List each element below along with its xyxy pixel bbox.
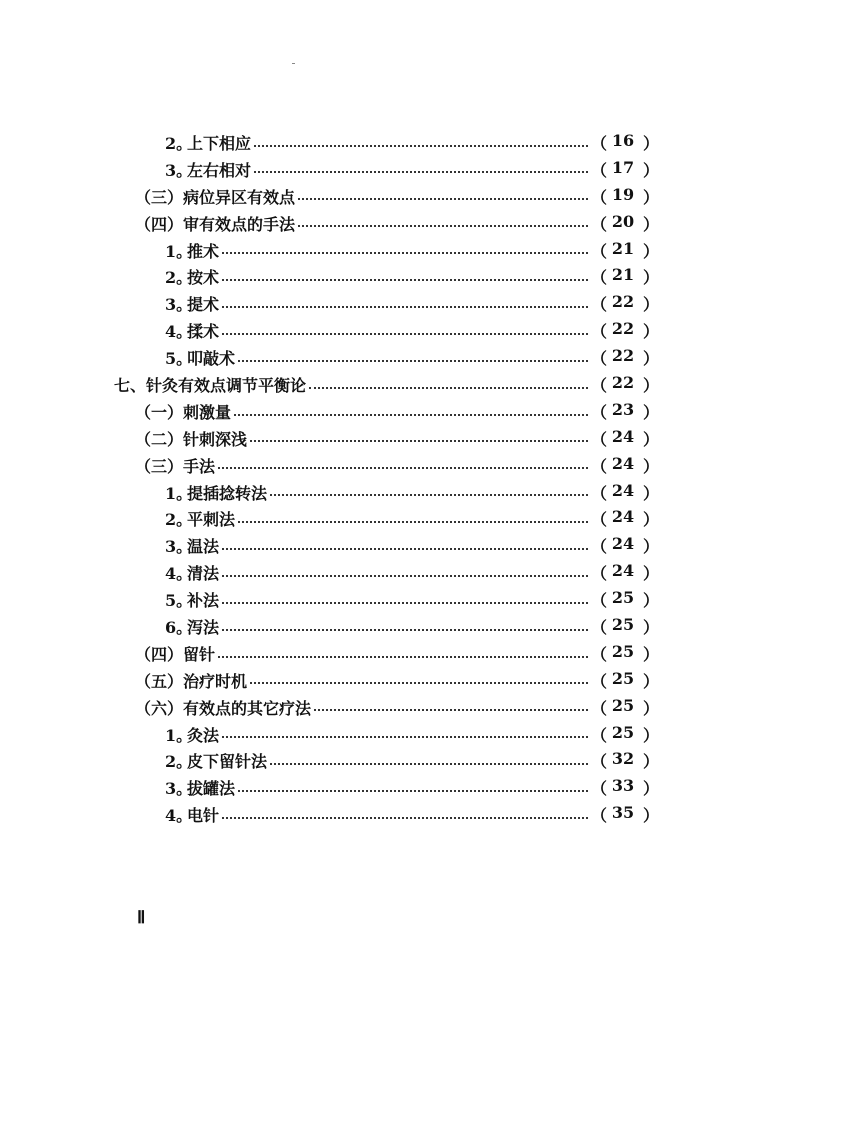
toc-row [0,452,866,479]
open-paren: （ [591,187,608,207]
toc-entry [165,561,219,584]
toc-title: 留针 [183,644,216,664]
toc-row [0,667,866,694]
toc-dot-leader [222,548,588,550]
toc-title: 手法 [183,456,216,476]
toc-dot-leader [254,171,588,173]
table-of-contents [0,129,866,828]
toc-entry [165,265,219,288]
open-paren: （ [591,402,608,422]
toc-title: 提术 [187,295,220,315]
toc-page-number: 25 [611,722,635,742]
toc-entry [135,400,231,423]
toc-page-ref [591,480,660,504]
open-paren: （ [591,644,608,664]
toc-title: 针刺深浅 [183,429,248,449]
toc-page-number: 23 [611,399,635,419]
close-paren: ） [643,752,660,772]
toc-entry [135,427,247,450]
close-paren: ） [643,429,660,449]
toc-page-ref [591,346,660,369]
toc-entry [165,776,235,799]
close-paren: ） [643,456,660,476]
toc-row [0,613,866,640]
toc-row [0,371,866,398]
toc-number: 4。 [165,564,193,584]
toc-page-number: 22 [611,292,635,312]
toc-page-number: 20 [611,211,635,231]
toc-page-ref [591,641,660,665]
toc-entry [165,803,219,826]
toc-page-ref [591,776,660,799]
toc-page-ref [591,319,660,342]
toc-number: 4。 [165,806,193,826]
toc-page-number: 21 [611,238,635,258]
toc-number: （六） [135,698,184,718]
toc-number: 2。 [165,268,193,288]
toc-number: 1。 [165,483,193,503]
toc-row [0,290,866,317]
toc-dot-leader [298,198,588,200]
toc-page-ref [591,130,660,154]
open-paren: （ [591,698,608,718]
toc-page-number: 24 [611,534,635,554]
toc-title: 清法 [187,564,220,584]
toc-row [0,479,866,506]
toc-number: （五） [135,671,184,691]
toc-page-number: 25 [611,588,635,608]
toc-page-number: 22 [611,372,635,392]
toc-page-ref [591,372,660,396]
toc-entry [165,481,267,504]
toc-dot-leader [238,790,588,792]
toc-page-ref [591,588,660,611]
close-paren: ） [643,617,660,637]
toc-row [0,317,866,344]
close-paren: ） [643,268,660,288]
toc-row [0,721,866,748]
toc-page-ref [591,614,660,638]
toc-page-number: 35 [611,803,635,823]
open-paren: （ [591,671,608,691]
open-paren: （ [591,133,608,153]
open-paren: （ [591,725,608,745]
toc-number: 3。 [165,295,193,315]
toc-page-ref [591,292,660,315]
toc-page-number: 24 [611,426,635,446]
open-paren: （ [591,779,608,799]
close-paren: ） [643,375,660,395]
toc-dot-leader [222,279,588,281]
close-paren: ） [643,349,660,369]
toc-entry [165,346,235,369]
toc-page-ref [591,803,660,826]
toc-title: 补法 [187,591,220,611]
toc-number: 4。 [165,322,193,342]
toc-title: 皮下留针法 [187,752,268,772]
close-paren: ） [643,779,660,799]
toc-entry [135,212,295,235]
toc-dot-leader [222,629,588,631]
close-paren: ） [643,510,660,530]
close-paren: ） [643,537,660,557]
toc-dot-leader [314,709,588,711]
toc-page-number: 17 [611,157,635,177]
toc-dot-leader [309,387,588,389]
toc-row [0,425,866,452]
toc-number: 2。 [165,752,193,772]
open-paren: （ [591,564,608,584]
open-paren: （ [591,429,608,449]
toc-row [0,183,866,210]
toc-row [0,747,866,774]
toc-entry [165,292,219,315]
toc-title: 泻法 [187,617,220,637]
toc-number: 3。 [165,537,193,557]
toc-page-number: 24 [611,561,635,581]
toc-page-number: 19 [611,184,635,204]
toc-page-number: 22 [611,346,635,366]
toc-page-ref [591,184,660,208]
toc-title: 温法 [187,537,220,557]
toc-title: 揉术 [187,322,220,342]
close-paren: ） [643,214,660,234]
close-paren: ） [643,295,660,315]
toc-dot-leader [222,602,588,604]
toc-number: （二） [135,429,184,449]
toc-page-number: 25 [611,614,635,634]
toc-page-number: 24 [611,453,635,473]
toc-page-number: 22 [611,319,635,339]
close-paren: ） [643,160,660,180]
open-paren: （ [591,456,608,476]
open-paren: （ [591,349,608,369]
toc-page-number: 33 [611,776,635,796]
open-paren: （ [591,160,608,180]
close-paren: ） [643,483,660,503]
toc-number: （四） [135,214,184,234]
toc-number: 5。 [165,591,193,611]
toc-title: 有效点的其它疗法 [183,698,312,718]
toc-entry [165,588,219,611]
toc-number: 1。 [165,241,193,261]
close-paren: ） [643,806,660,826]
toc-entry [135,669,247,692]
toc-page-number: 24 [611,507,635,527]
toc-entry [114,373,306,396]
toc-page-ref [591,668,660,692]
toc-dot-leader [222,306,588,308]
toc-title: 灸法 [187,725,220,745]
toc-entry [135,185,295,208]
close-paren: ） [643,133,660,153]
toc-row [0,586,866,613]
toc-dot-leader [222,817,588,819]
toc-title: 按术 [187,268,220,288]
toc-number: 6。 [165,617,193,637]
toc-page-ref [591,399,660,423]
scan-speck [292,63,295,64]
toc-dot-leader [270,494,588,496]
toc-entry [135,454,215,477]
toc-entry [135,696,311,719]
toc-entry [165,319,219,342]
close-paren: ） [643,644,660,664]
toc-dot-leader [222,252,588,254]
toc-number: 3。 [165,160,193,180]
toc-entry [165,131,251,154]
toc-title: 针灸有效点调节平衡论 [146,375,307,395]
open-paren: （ [591,322,608,342]
toc-entry [165,723,219,746]
toc-dot-leader [298,225,588,227]
toc-entry [165,239,219,262]
open-paren: （ [591,510,608,530]
toc-row [0,156,866,183]
page-number: Ⅱ [137,908,146,927]
toc-page-number: 25 [611,695,635,715]
open-paren: （ [591,375,608,395]
close-paren: ） [643,564,660,584]
toc-page-number: 21 [611,265,635,285]
open-paren: （ [591,752,608,772]
toc-row [0,640,866,667]
toc-dot-leader [250,440,588,442]
toc-number: 1。 [165,725,193,745]
toc-dot-leader [218,656,588,658]
open-paren: （ [591,483,608,503]
toc-dot-leader [222,575,588,577]
toc-page-ref [591,211,660,235]
toc-page-number: 24 [611,480,635,500]
toc-title: 电针 [187,806,220,826]
close-paren: ） [643,725,660,745]
toc-number: 2。 [165,133,193,153]
toc-page-number: 25 [611,668,635,688]
toc-dot-leader [218,467,588,469]
close-paren: ） [643,698,660,718]
toc-dot-leader [238,521,588,523]
close-paren: ） [643,322,660,342]
toc-title: 审有效点的手法 [183,214,296,234]
toc-row [0,505,866,532]
toc-entry [135,642,215,665]
open-paren: （ [591,268,608,288]
open-paren: （ [591,214,608,234]
toc-entry [165,507,235,530]
close-paren: ） [643,402,660,422]
toc-page-ref [591,722,660,746]
toc-row [0,694,866,721]
toc-page-number: 25 [611,641,635,661]
toc-page-ref [591,534,660,557]
toc-row [0,774,866,801]
toc-entry [165,615,219,638]
toc-page-ref [591,265,660,288]
toc-dot-leader [270,763,588,765]
toc-title: 提插捻转法 [187,483,268,503]
toc-title: 治疗时机 [183,671,248,691]
toc-number: （一） [135,402,184,422]
toc-row [0,559,866,586]
toc-page-number: 32 [611,749,635,769]
open-paren: （ [591,591,608,611]
toc-dot-leader [254,145,588,147]
toc-title: 病位异区有效点 [183,187,296,207]
toc-number: （三） [135,456,184,476]
toc-entry [165,749,267,772]
toc-entry [165,158,251,181]
toc-row [0,129,866,156]
toc-title: 左右相对 [187,160,252,180]
open-paren: （ [591,537,608,557]
toc-entry [165,534,219,557]
toc-row [0,263,866,290]
close-paren: ） [643,187,660,207]
open-paren: （ [591,617,608,637]
toc-row [0,237,866,264]
toc-dot-leader [234,414,588,416]
toc-dot-leader [250,682,588,684]
toc-dot-leader [222,736,588,738]
toc-row [0,210,866,237]
toc-dot-leader [238,360,588,362]
toc-row [0,532,866,559]
close-paren: ） [643,671,660,691]
toc-number: 3。 [165,779,193,799]
toc-number: 七、 [114,375,147,395]
close-paren: ） [643,241,660,261]
open-paren: （ [591,241,608,261]
toc-number: 2。 [165,510,193,530]
toc-title: 拔罐法 [187,779,236,799]
toc-number: （四） [135,644,184,664]
open-paren: （ [591,806,608,826]
toc-row [0,801,866,828]
toc-page-ref [591,507,660,530]
toc-title: 叩敲术 [187,349,236,369]
toc-number: 5。 [165,349,193,369]
toc-page-ref [591,426,660,450]
toc-title: 上下相应 [187,133,252,153]
close-paren: ） [643,591,660,611]
toc-number: （三） [135,187,184,207]
toc-page-ref [591,238,660,262]
toc-page-ref [591,453,660,477]
toc-page-ref [591,695,660,719]
open-paren: （ [591,295,608,315]
toc-page-ref [591,157,660,181]
toc-title: 推术 [187,241,220,261]
toc-row [0,398,866,425]
toc-page-ref [591,749,660,772]
toc-title: 刺激量 [183,402,232,422]
toc-page-number: 16 [611,130,635,150]
toc-page-ref [591,561,660,584]
toc-dot-leader [222,333,588,335]
toc-title: 平刺法 [187,510,236,530]
toc-row [0,344,866,371]
